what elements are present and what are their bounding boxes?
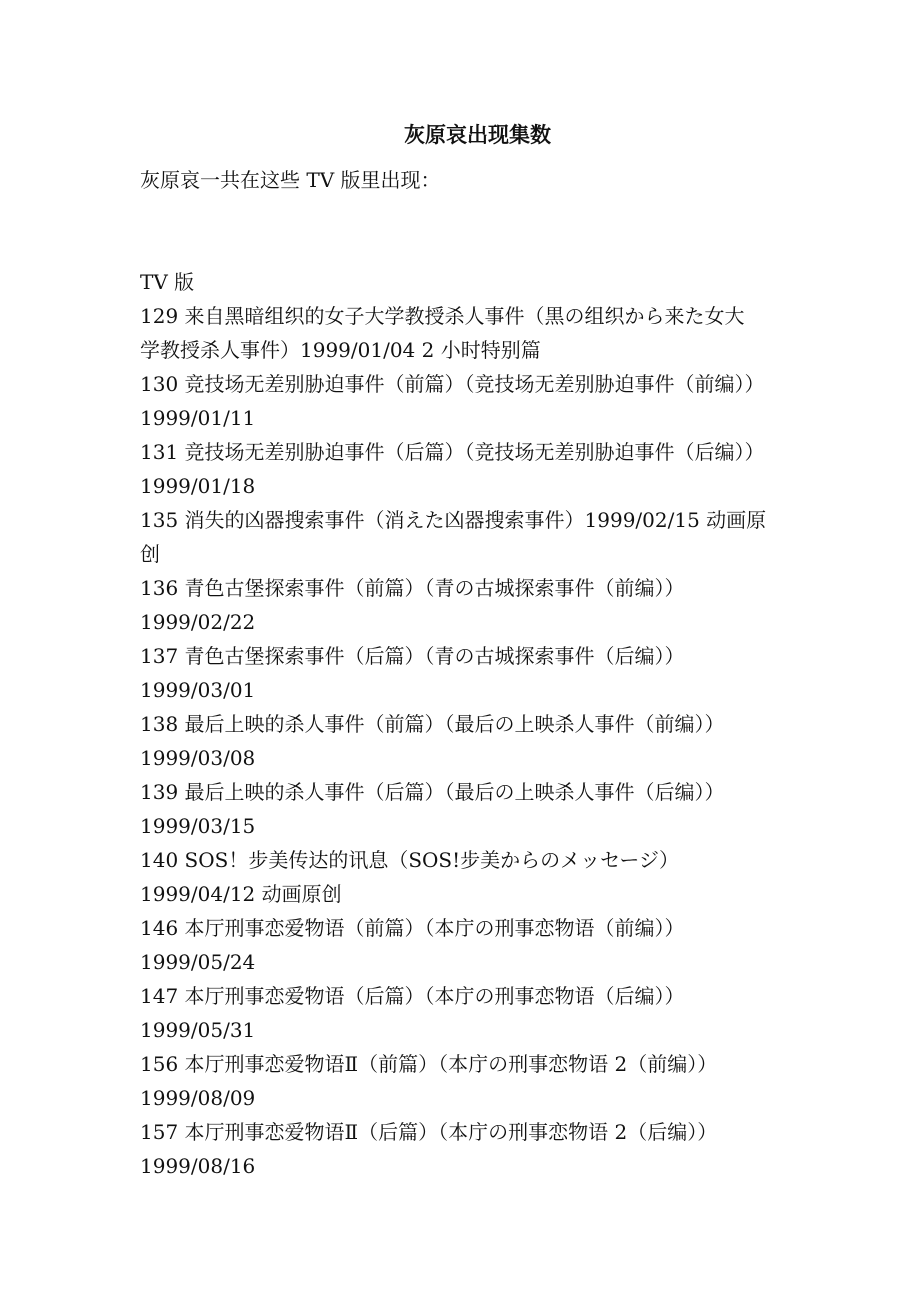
episode-line: 147 本厅刑事恋爱物语（后篇）（本庁の刑事恋物语（后编）） (140, 984, 685, 1008)
episode-entry (140, 435, 785, 503)
episode-line: 1999/04/12 动画原创 (140, 882, 342, 906)
episode-entry (140, 843, 785, 911)
episode-entry (140, 1047, 785, 1115)
episode-line: 129 来自黑暗组织的女子大学教授杀人事件（黒の组织から来た女大 (140, 304, 745, 328)
episode-line: 138 最后上映的杀人事件（前篇）（最后の上映杀人事件（前编）） (140, 712, 725, 736)
episode-line: 156 本厅刑事恋爱物语Ⅱ（前篇）（本庁の刑事恋物语 2（前编）） (140, 1052, 718, 1076)
episode-line: 1999/03/15 (140, 814, 256, 838)
episode-entry (140, 911, 785, 979)
blank-space (140, 197, 785, 265)
episode-line: 1999/05/31 (140, 1018, 256, 1042)
episode-line: 学教授杀人事件）1999/01/04 2 小时特别篇 (140, 338, 541, 362)
episode-line: 146 本厅刑事恋爱物语（前篇）（本庁の刑事恋物语（前编）） (140, 916, 685, 940)
episode-line: 140 SOS！步美传达的讯息（SOS!步美からのメッセージ） (140, 848, 679, 872)
episode-line: 1999/05/24 (140, 950, 256, 974)
episode-line: 1999/03/01 (140, 678, 256, 702)
intro-text: 灰原哀一共在这些 TV 版里出现： (140, 168, 441, 192)
episode-line: 136 青色古堡探索事件（前篇）（青の古城探索事件（前编）） (140, 576, 685, 600)
episode-entry (140, 299, 785, 367)
document-title: 灰原哀出现集数 (404, 122, 551, 147)
episode-line: 1999/02/22 (140, 610, 256, 634)
episode-line: 1999/08/09 (140, 1086, 256, 1110)
episode-line: 130 竞技场无差别胁迫事件（前篇）（竞技场无差别胁迫事件（前编）） (140, 372, 765, 396)
episode-line: 137 青色古堡探索事件（后篇）（青の古城探索事件（后编）） (140, 644, 685, 668)
episode-line: 139 最后上映的杀人事件（后篇）（最后の上映杀人事件（后编）） (140, 780, 725, 804)
episode-line: 135 消失的凶器搜索事件（消えた凶器搜索事件）1999/02/15 动画原 (140, 508, 767, 532)
episode-entry (140, 1115, 785, 1183)
episode-line: 1999/01/11 (140, 406, 256, 430)
episode-list (140, 299, 785, 1183)
episode-line: 创 (140, 542, 160, 566)
episode-line: 157 本厅刑事恋爱物语Ⅱ（后篇）（本庁の刑事恋物语 2（后编）） (140, 1120, 718, 1144)
episode-line: 1999/08/16 (140, 1154, 256, 1178)
episode-line: 131 竞技场无差别胁迫事件（后篇）（竞技场无差别胁迫事件（后编）） (140, 440, 765, 464)
episode-entry (140, 503, 785, 571)
episode-entry (140, 775, 785, 843)
episode-entry (140, 367, 785, 435)
episode-entry (140, 571, 785, 639)
episode-entry (140, 979, 785, 1047)
episode-line: 1999/01/18 (140, 474, 256, 498)
document-page (140, 117, 785, 1183)
section-label-tv: TV 版 (140, 270, 195, 294)
episode-line: 1999/03/08 (140, 746, 256, 770)
episode-entry (140, 639, 785, 707)
episode-entry (140, 707, 785, 775)
